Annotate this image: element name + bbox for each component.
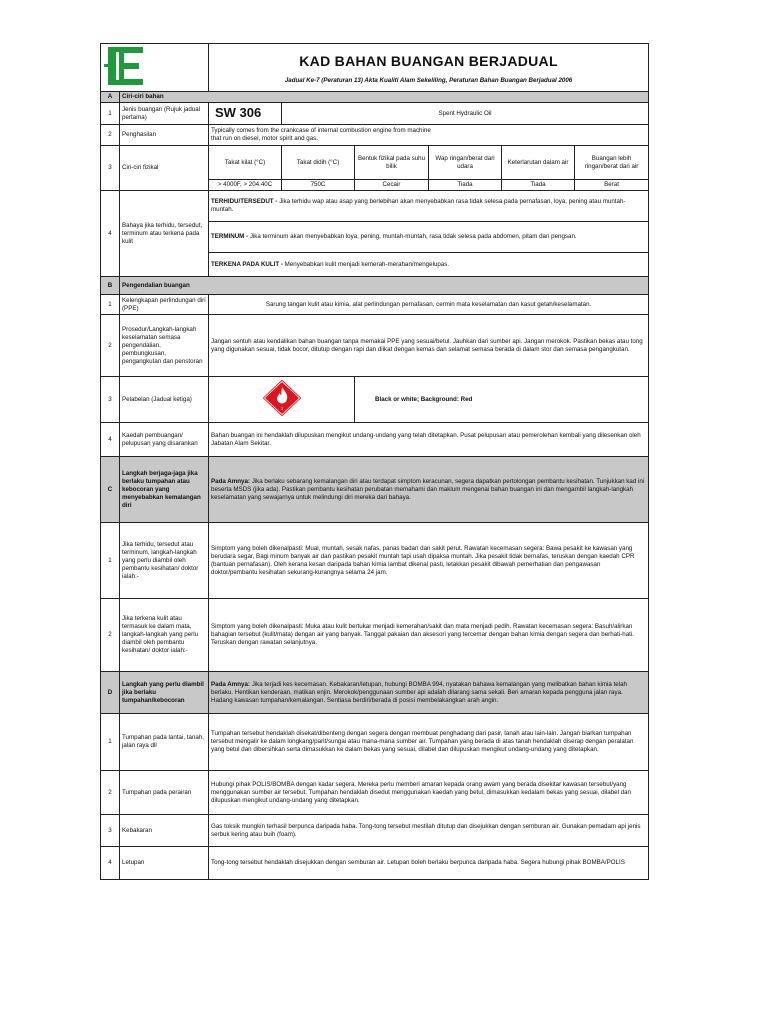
hazard-inhaled (209, 191, 649, 222)
physical-form-value: Cecair (355, 180, 429, 191)
row-number: 1 (101, 714, 120, 771)
safety-procedure-text: Jangan sentuh atau kendalikan bahan buangan tanpa memakai PPE yang sesuai/betul. Jauhkan dari sumber api. Jangan merokok. Pastikan bekas atau tong yang digunakan sesuai, tidak bocor, ditutup dengan rapi dan diikat dengan kemas dan selamat semasa berada di dalam stor dan semasa pengangkutan. (209, 315, 649, 377)
section-a-title: Ciri-ciri bahan (120, 92, 649, 103)
safety-procedure-label: Prosedur/Langkah-langkah keselamatan semasa pengendalian, pembungkusan, pengangkutan dan penstoran (120, 315, 209, 377)
explosion-text: Tong-tong tersebut hendaklah disejukkan dengan semburan air. Letupan boleh berlaku berpunca daripada haba. Segera hubungi pihak BOMBA/POLIS (209, 847, 649, 880)
source-line-1: Typically comes from the crankcase of internal combustion engine from machine (211, 127, 431, 135)
row-number: 2 (101, 315, 120, 377)
section-d-title: Langkah yang perlu diambil jika berlaku tumpahan/kebocoran (120, 672, 209, 714)
section-c-intro-title: Pada Amnya: (211, 477, 252, 485)
row-number: 3 (101, 377, 120, 423)
waste-card-table (100, 43, 649, 880)
water-spill-text: Hubungi pihak POLIS/BOMBA dengan kadar segera. Mereka perlu memberi amaran kepada orang awam yang berada disekitar kawasan tersebut/yang menggunakan sumber air tersebut. Tumpahan hendaklah disedut menggunakan kaedah yang betul, dimasukkan kedalam bekas yang sesuai, dilabel dan dilupuskan mengikut undang-undang yang ditetapkan. (209, 771, 649, 815)
inhaled-swallowed-text: Simptom yang boleh dikenalpasti: Mual, muntah, sesak nafas, panas badan dan sakit perut. Rawatan kecemasan segera: Bawa pesakit ke kawasan yang berudara segar, Bagi minum banyak air dan pastikan pesakit muntah tapi usah dipaksa muntah. Jika pesakit tidak bernafas, teruskan dengan kaedah CPR (bantuan pernafasan). Oleh kerana kesan daripada bahan kimia lambat dikenal pasti, letakkan pesakit dibawah pemerhatian dan pengawasan doktor/pembantu kesihatan sekurang-kurangnya selama 24 jam. (209, 523, 649, 599)
labelling-label: Pelabelan (Jadual ketiga) (120, 377, 209, 423)
vapour-density-value: Tiada (429, 180, 502, 191)
row-number: 3 (101, 815, 120, 847)
solubility-header: Keterlarutan dalam air (502, 146, 575, 180)
ground-spill-label: Tumpahan pada lantai, tanah, jalan raya dll (120, 714, 209, 771)
logo-cell (101, 44, 209, 92)
hazard-skin-text: Menyebabkan kulit menjadi kemerah-merahan/mengelupas. (284, 260, 450, 268)
skin-eye-label: Jika terkena kulit atau termasuk ke dalam mata, langkah-langkah yang perlu diambil oleh pembantu kesihatan/ doktor ialah:- (120, 599, 209, 672)
hazard-skin (209, 253, 649, 277)
svg-text:3: 3 (280, 406, 283, 412)
section-c-title: Langkah berjaga-jaga jika berlaku tumpahan atau kebocoran yang menyebabkan kemalangan diri (120, 457, 209, 523)
row-number: 3 (101, 146, 120, 191)
flash-point-header: Takat kilat (°C) (209, 146, 282, 180)
page-title: KAD BAHAN BUANGAN BERJADUAL (299, 53, 558, 70)
disposal-method-label: Kaedah pembuangan/ pelupusan yang disarankan (120, 423, 209, 457)
waste-code: SW 306 (209, 103, 282, 125)
boiling-point-value: 750C (282, 180, 355, 191)
row-number: 2 (101, 599, 120, 672)
fire-text: Gas toksik mungkin terhasil berpunca daripada haba. Tong-tong tersebut mestilah ditutup dan disejukkan dengan semburan air. Gunakan pemadam api jenis serbuk kering atau buih (foam). (209, 815, 649, 847)
water-spill-label: Tumpahan pada perairan (120, 771, 209, 815)
row-number: 1 (101, 103, 120, 125)
page-subtitle: Jadual Ke-7 (Peraturan 13) Akta Kualiti Alam Sekeliling, Peraturan Bahan Buangan Berjadual 2006 (284, 76, 573, 84)
section-d-intro-title: Pada Amnya: (211, 680, 252, 688)
label-colour-text: Black or white; Background: Red (355, 377, 649, 423)
header-title-cell (209, 44, 649, 92)
section-c-letter: C (101, 457, 120, 523)
ppe-label: Kelengkapan perlindungan diri (PPE) (120, 295, 209, 315)
row-number: 4 (101, 847, 120, 880)
density-vs-water-value: Berat (575, 180, 649, 191)
ground-spill-text: Tumpahan tersebut hendaklah disekat/dibenteng dengan segera dengan membuat penghadang dari pasir, tanah atau lain-lain. Jangan biarkan tumpahan tersebut mengalir ke dalam longkang/parit/sungai atau mana-mana sumber air. Tumpahan yang berada di atas tanah hendaklah diserap dengan peralatan yang betul dan dibersihkan serta dimasukkan ke dalam bekas yang sesuai, dilabel dan dilupuskan mengikut undang-undang yang ditetapkan. (209, 714, 649, 771)
source-label: Penghasilan (120, 125, 209, 146)
hazard-swallowed (209, 222, 649, 253)
physical-properties-label: Ciri-ciri fizikal (120, 146, 209, 191)
section-c-intro-text: Jika berlaku sebarang kemalangan diri atau terdapat simptom keracunan, segera dapatkan pertolongan pembantu kesihatan. Tunjukkan kad ini beserta MSDS (jika ada). Pastikan pembantu kesihatan perubatan memahami dan maklum mengenai bahan buangan ini dan mengambil langkah-langkah keselamatan yang sewajarnya untuk melindungi diri mereka dari bahaya. (211, 477, 645, 501)
physical-form-header: Bentuk fizikal pada suhu bilik (355, 146, 429, 180)
row-number: 2 (101, 125, 120, 146)
boiling-point-header: Takat didih (°C) (282, 146, 355, 180)
solubility-value: Tiada (502, 180, 575, 191)
section-a-letter: A (101, 92, 120, 103)
row-number: 1 (101, 523, 120, 599)
row-number: 1 (101, 295, 120, 315)
hazard-inhaled-title: TERHIDU/TERSEDUT - (211, 198, 280, 206)
hazard-inhaled-text: Jika terhidu wap atau asap yang berlebihan akan menyebabkan rasa tidak selesa pada pernafasan, loya, pening atau muntah-muntah. (211, 198, 626, 214)
section-d-intro (209, 672, 649, 714)
flammable-diamond-icon (260, 378, 304, 418)
section-b-title: Pengendalian buangan (120, 277, 649, 295)
section-d-letter: D (101, 672, 120, 714)
hazard-swallowed-text: Jika terminum akan menyebabkan loya, pening, muntah-muntah, rasa tidak selesa pada abdomen, pitam dan pengsan. (249, 233, 577, 241)
row-number: 4 (101, 191, 120, 277)
source-text (209, 125, 649, 146)
vapour-density-header: Wap ringan/berat dari udara (429, 146, 502, 180)
source-line-2: that run on diesel, motor spirit and gas. (211, 135, 318, 143)
hazard-label-cell (209, 377, 355, 423)
disposal-method-text: Bahan buangan ini hendaklah dilupuskan mengikut undang-undang yang telah ditetapkan. Pusat pelupusan atau pemerolehan kembali yang dilesenkan oleh Jabatan Alam Sekitar. (209, 423, 649, 457)
waste-type-label: Jenis buangan (Rujuk jadual pertama) (120, 103, 209, 125)
section-d-intro-text: Jika terjadi kes kecemasan. Kebakaran/letupan, hubungi BOMBA 994, nyatakan bahawa kemalangan yang melibatkan bahan kimia telah berlaku. Hentikan kenderaan, matikan enjin. Merokok/penggunaan sumber api adalah dilarang sama sekali. Beri amaran kepada pengguna jalan raya. Hadang kawasan tumpahan/kemalangan. Sentiasa berdiri/berada di posisi membelakangkan arah angin. (211, 680, 627, 704)
ppe-text: Sarung tangan kulit atau kimia, alat perlindungan pernafasan, cermin mata keselamatan dan kasut getah/keselamatan. (209, 295, 649, 315)
inhaled-swallowed-label: Jika terhidu, tersedut atau terminum, langkah-langkah yang perlu diambil oleh pembantu kesihatan/ doktor ialah:- (120, 523, 209, 599)
row-number: 4 (101, 423, 120, 457)
section-c-intro (209, 457, 649, 523)
doe-logo-icon (101, 44, 209, 88)
explosion-label: Letupan (120, 847, 209, 880)
waste-description: Spent Hydraulic Oil (282, 103, 649, 125)
skin-eye-text: Simptom yang boleh dikenalpasti: Muka atau kulit bertukar menjadi kemerahan/sakit dan mata menjadi pedih. Rawatan kecemasan segera: Basuh/alirkan bahagian tersebut (kulit/mata) dengan air yang banyak. Tanggal pakaian dan aksesori yang tercemar dengan bahan kimia dengan segera dan berhati-hati. Teruskan dengan rawatan selanjutnya. (209, 599, 649, 672)
hazard-swallowed-title: TERMINUM - (211, 233, 250, 241)
density-vs-water-header: Buangan lebih ringan/berat dari air (575, 146, 649, 180)
flash-point-value: > 4000F, > 204.40C (209, 180, 282, 191)
section-b-letter: B (101, 277, 120, 295)
fire-label: Kebakaran (120, 815, 209, 847)
hazard-skin-title: TERKENA PADA KULIT - (211, 260, 285, 268)
hazard-label: Bahaya jika terhidu, tersedut, terminum atau terkena pada kulit (120, 191, 209, 277)
row-number: 2 (101, 771, 120, 815)
